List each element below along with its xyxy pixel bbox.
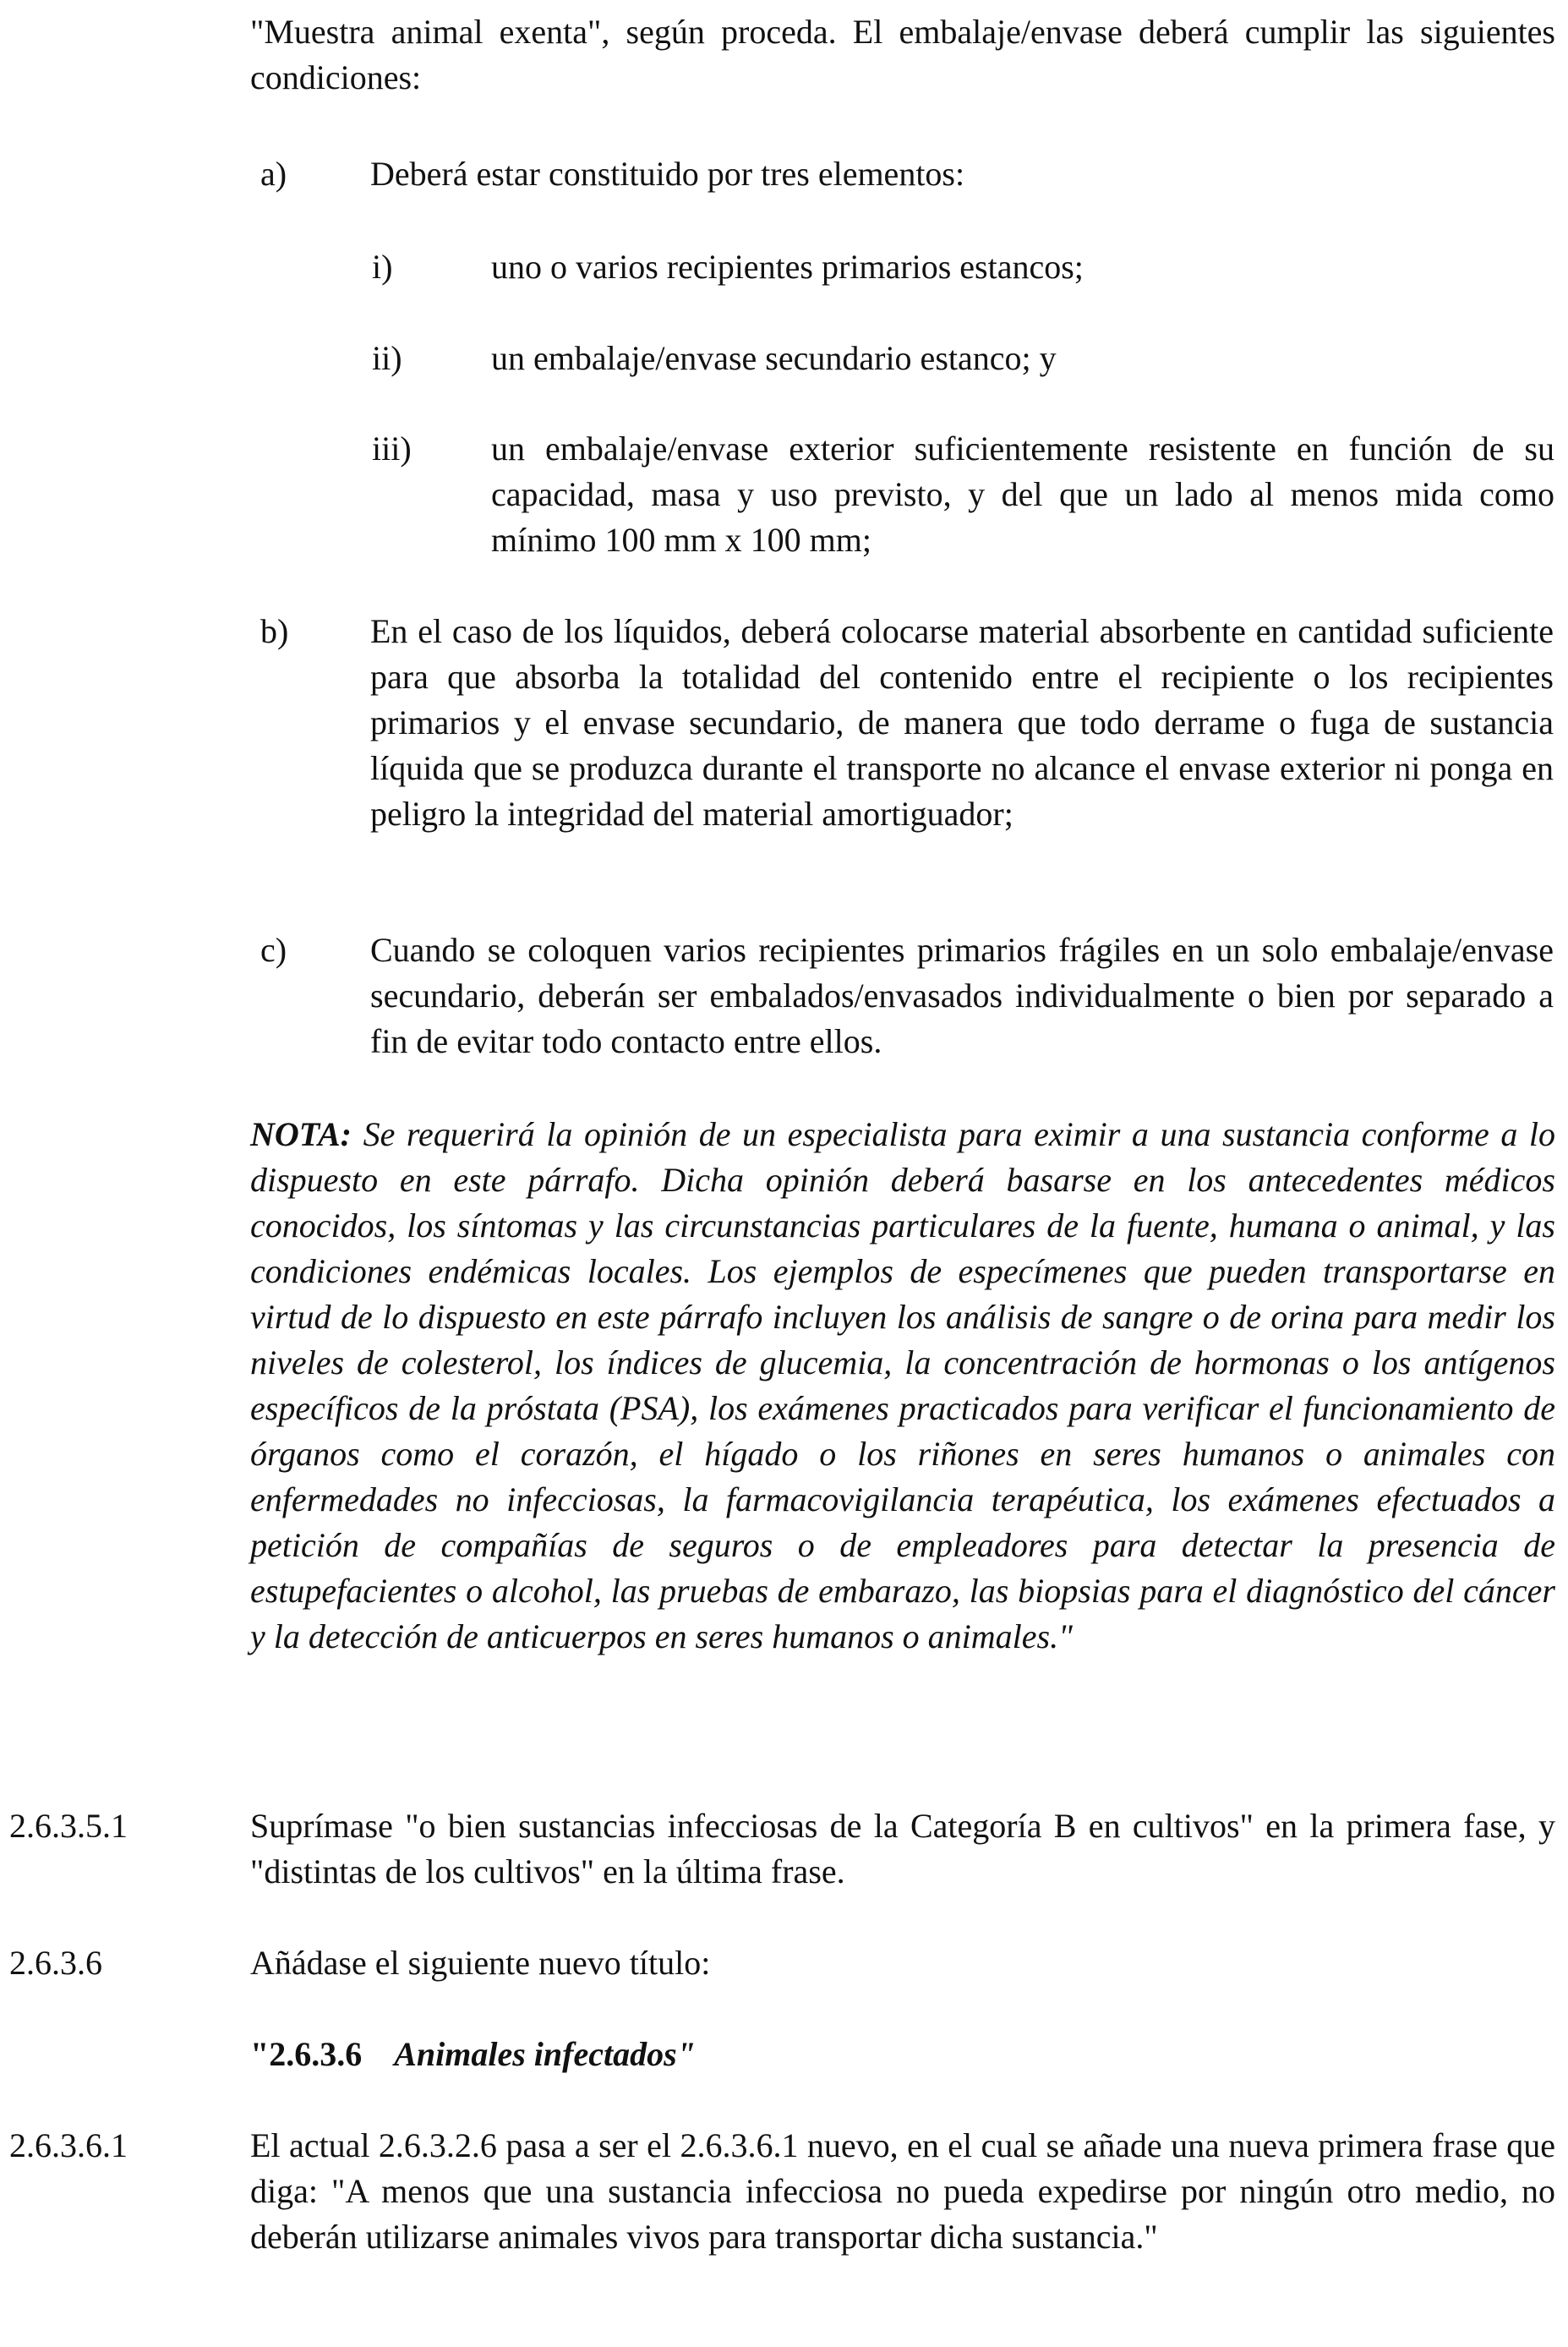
section-number-2-6-3-6-1: 2.6.3.6.1 [9, 2126, 128, 2164]
note-paragraph [250, 1112, 1555, 1660]
intro-paragraph: "Muestra animal exenta", según proceda. El embalaje/envase deberá cumplir las siguientes condiciones: [250, 13, 1555, 96]
note-text: Se requerirá la opinión de un especialista para eximir a una sustancia conforme a lo dispuesto en este párrafo. Dicha opinión deberá basarse en los antecedentes médicos conocidos, los síntomas y las circunstancias particulares de la fuente, humana o animal, y las condiciones endémicas locales. Los ejemplos de especímenes que pueden transportarse en virtud de lo dispuesto en este párrafo incluyen los análisis de sangre o de orina para medir los niveles de colesterol, los índices de glucemia, la concentración de hormonas o los antígenos específicos de la próstata (PSA), los exámenes practicados para verificar el funcionamiento de órganos como el corazón, el hígado o los riñones en seres humanos o animales con enfermedades no infecciosas, la farmacovigilancia terapéutica, los exámenes efectuados a petición de compañías de seguros o de empleadores para detectar la presencia de estupefacientes o alcohol, las pruebas de embarazo, las biopsias para el diagnóstico del cáncer y la detección de anticuerpos en seres humanos o animales." [250, 1115, 1555, 1655]
section-number-2-6-3-6: 2.6.3.6 [9, 1944, 102, 1982]
new-heading-number: "2.6.3.6 [250, 2035, 363, 2073]
subitem-ii-text: un embalaje/envase secundario estanco; y [491, 339, 1057, 377]
section-text-2-6-3-6-1: El actual 2.6.3.2.6 pasa a ser el 2.6.3.6.1 nuevo, en el cual se añade una nueva primera frase que diga: "A menos que una sustancia infecciosa no pueda expedirse por ningún otro medio, no deberán utilizarse animales vivos para transportar dicha sustancia." [250, 2126, 1555, 2256]
note-label: NOTA: [250, 1115, 352, 1153]
subitem-iii-text: un embalaje/envase exterior suficientemente resistente en función de su capacidad, masa y uso previsto, y del que un lado al menos mida como mínimo 100 mm x 100 mm; [491, 429, 1554, 559]
new-heading [250, 2032, 1555, 2077]
new-heading-title: Animales infectados" [394, 2035, 696, 2073]
section-text-2-6-3-5-1: Suprímase "o bien sustancias infecciosas de la Categoría B en cultivos" en la primera fase, y "distintas de los cultivos" en la última frase. [250, 1807, 1555, 1890]
list-item-c-text: Cuando se coloquen varios recipientes primarios frágiles en un solo embalaje/envase secundario, deberán ser embalados/envasados individualmente o bien por separado a fin de evitar todo contacto entre ellos. [370, 931, 1554, 1060]
subitem-ii-label: ii) [372, 339, 402, 377]
list-item-c-label: c) [260, 931, 287, 969]
list-item-a-label: a) [260, 155, 287, 193]
subitem-i-label: i) [372, 248, 393, 286]
list-item-a-text: Deberá estar constituido por tres elementos: [370, 155, 965, 193]
subitem-i-text: uno o varios recipientes primarios estancos; [491, 248, 1084, 286]
section-text-2-6-3-6: Añádase el siguiente nuevo título: [250, 1944, 711, 1982]
section-number-2-6-3-5-1: 2.6.3.5.1 [9, 1807, 128, 1845]
list-item-b-label: b) [260, 612, 289, 650]
subitem-iii-label: iii) [372, 429, 412, 468]
list-item-b-text: En el caso de los líquidos, deberá colocarse material absorbente en cantidad suficiente para que absorba la totalidad del contenido entre el recipiente o los recipientes primarios y el envase secundario, de manera que todo derrame o fuga de sustancia líquida que se produzca durante el transporte no alcance el envase exterior ni ponga en peligro la integridad del material amortiguador; [370, 612, 1554, 833]
